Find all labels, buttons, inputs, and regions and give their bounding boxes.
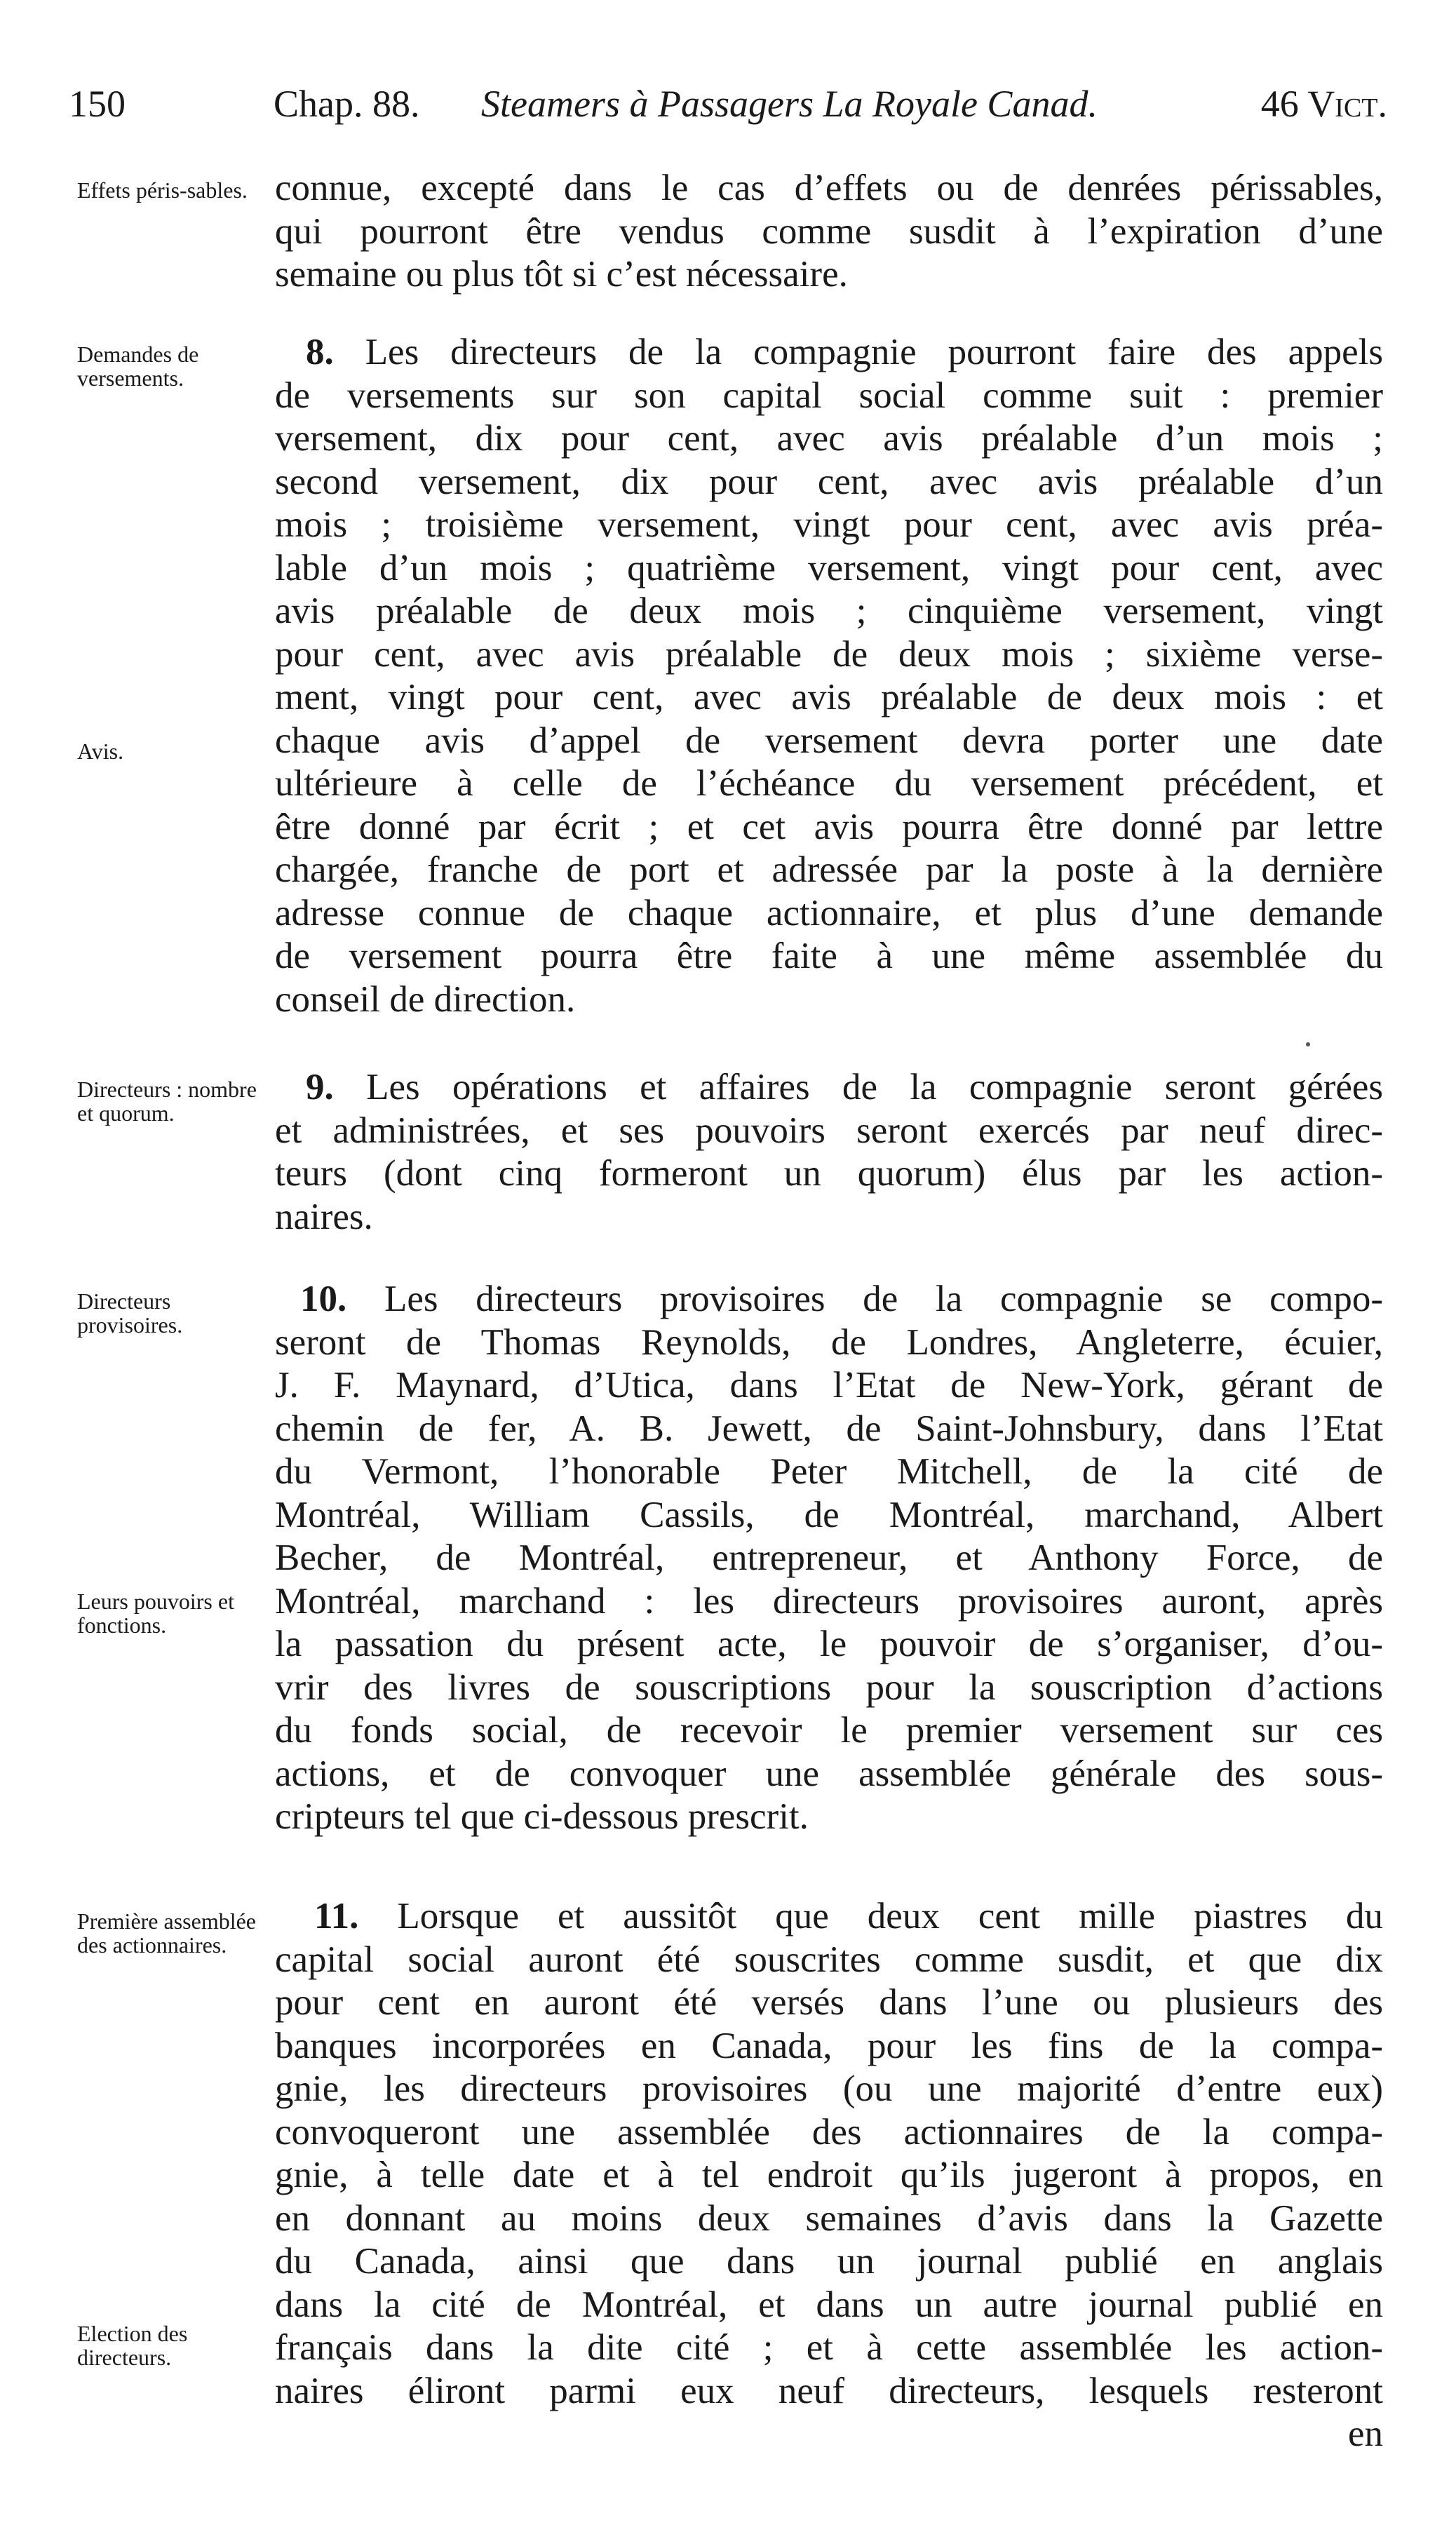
- page-number: 150: [69, 83, 126, 125]
- text-line: actions, et de convoquer une assemblée générale des sous-: [275, 1753, 1383, 1794]
- text-line: chaque avis d’appel de versement devra porter une date: [275, 720, 1383, 761]
- text-line: Les directeurs de la compagnie pourront faire des appels: [365, 332, 1383, 372]
- text-line: Montréal, William Cassils, de Montréal, marchand, Albert: [275, 1494, 1383, 1535]
- margin-note-pouvoirs: Leurs pouvoirs et fonctions.: [77, 1589, 234, 1638]
- running-header: [69, 76, 1387, 132]
- text-line: convoqueront une assemblée des actionnaires de la compa-: [275, 2111, 1383, 2153]
- text-line: français dans la dite cité ; et à cette assemblée les action-: [275, 2327, 1383, 2368]
- text-line: chemin de fer, A. B. Jewett, de Saint-Johnsbury, dans l’Etat: [275, 1408, 1383, 1449]
- section-continuation: [275, 167, 1383, 297]
- section-9: [275, 1066, 1383, 1239]
- section-number: 9.: [306, 1067, 334, 1107]
- text-line: de versements sur son capital social comme suit : premier: [275, 375, 1383, 416]
- text-line: second versement, dix pour cent, avec avis préalable d’un: [275, 461, 1383, 502]
- catchword: en: [1347, 2413, 1383, 2454]
- section-number: 11.: [314, 1896, 359, 1937]
- text-line: gnie, à telle date et à tel endroit qu’ils jugeront à propos, en: [275, 2155, 1383, 2195]
- text-line: cripteurs tel que ci-dessous prescrit.: [275, 1796, 809, 1837]
- margin-note-demandes: Demandes de versements.: [77, 342, 199, 391]
- margin-note-premiere-assemblee: Première assemblée des actionnaires.: [77, 1908, 256, 1958]
- chapter-label: Chap. 88.: [274, 83, 420, 125]
- text-line: et administrées, et ses pouvoirs seront exercés par neuf direc-: [275, 1110, 1383, 1151]
- text-line: Becher, de Montréal, entrepreneur, et Anthony Force, de: [275, 1537, 1383, 1578]
- text-line: teurs (dont cinq formeront un quorum) élus par les action-: [275, 1153, 1383, 1194]
- margin-note-election: Election des directeurs.: [77, 2321, 188, 2370]
- text-line: banques incorporées en Canada, pour les fins de la compa-: [275, 2025, 1383, 2066]
- margin-note-directeurs-nombre: Directeurs : nombre et quorum.: [77, 1077, 257, 1126]
- section-10: [275, 1278, 1383, 1839]
- text-line: conseil de direction.: [275, 978, 576, 1020]
- text-line: [275, 331, 1383, 375]
- text-line: ment, vingt pour cent, avec avis préalable de deux mois : et: [275, 677, 1383, 718]
- text-line: chargée, franche de port et adressée par la poste à la dernière: [275, 849, 1383, 890]
- text-line: semaine ou plus tôt si c’est nécessaire.: [275, 254, 848, 295]
- section-8: [275, 331, 1383, 1021]
- margin-note-effets: Effets péris-sables.: [77, 177, 248, 203]
- text-line: seront de Thomas Reynolds, de Londres, Angleterre, écuier,: [275, 1321, 1383, 1363]
- text-line: Montréal, marchand : les directeurs provisoires auront, après: [275, 1580, 1383, 1622]
- text-line: du Canada, ainsi que dans un journal publié en anglais: [275, 2241, 1383, 2282]
- section-11: [275, 1895, 1383, 2456]
- text-line: versement, dix pour cent, avec avis préalable d’un mois ;: [275, 418, 1383, 459]
- text-line: lable d’un mois ; quatrième versement, vingt pour cent, avec: [275, 547, 1383, 588]
- text-line: adresse connue de chaque actionnaire, et plus d’une demande: [275, 892, 1383, 934]
- section-number: 10.: [300, 1279, 347, 1319]
- text-line: [275, 1278, 1383, 1321]
- text-line: Les opérations et affaires de la compagnie seront gérées: [366, 1067, 1384, 1107]
- text-line: vrir des livres de souscriptions pour la souscription d’actions: [275, 1666, 1383, 1708]
- text-line: du Vermont, l’honorable Peter Mitchell, de la cité de: [275, 1451, 1383, 1492]
- text-line: la passation du présent acte, le pouvoir de s’organiser, d’ou-: [275, 1624, 1383, 1664]
- section-number: 8.: [306, 332, 334, 372]
- text-line: ultérieure à celle de l’échéance du versement précédent, et: [275, 763, 1383, 804]
- act-title: Steamers à Passagers La Royale Canad.: [481, 83, 1098, 125]
- text-line: Les directeurs provisoires de la compagnie se compo-: [384, 1279, 1384, 1319]
- text-line: être donné par écrit ; et cet avis pourra être donné par lettre: [275, 806, 1383, 847]
- text-line: de versement pourra être faite à une même assemblée du: [275, 936, 1383, 976]
- text-line: [275, 1066, 1383, 1110]
- text-line: qui pourront être vendus comme susdit à l’expiration d’une: [275, 210, 1383, 252]
- text-line: en donnant au moins deux semaines d’avis dans la Gazette: [275, 2197, 1383, 2239]
- margin-note-avis: Avis.: [77, 739, 124, 764]
- text-line: [275, 1895, 1383, 1939]
- text-line: J. F. Maynard, d’Utica, dans l’Etat de New-York, gérant de: [275, 1365, 1383, 1406]
- text-line: avis préalable de deux mois ; cinquième versement, vingt: [275, 591, 1383, 631]
- stray-mark: [1306, 1042, 1310, 1046]
- text-line: naires éliront parmi eux neuf directeurs, lesquels resteront: [275, 2370, 1383, 2411]
- margin-note-directeurs-provisoires: Directeurs provisoires.: [77, 1288, 183, 1338]
- text-line: mois ; troisième versement, vingt pour cent, avec avis préa-: [275, 504, 1383, 545]
- text-line: naires.: [275, 1196, 373, 1237]
- text-line: Lorsque et aussitôt que deux cent mille piastres du: [397, 1896, 1383, 1937]
- text-line: du fonds social, de recevoir le premier versement sur ces: [275, 1710, 1383, 1751]
- text-line: dans la cité de Montréal, et dans un autre journal publié en: [275, 2284, 1383, 2325]
- text-line: capital social auront été souscrites comme susdit, et que dix: [275, 1939, 1383, 1980]
- text-line: gnie, les directeurs provisoires (ou une majorité d’entre eux): [275, 2068, 1383, 2109]
- text-line: pour cent, avec avis préalable de deux mois ; sixième verse-: [275, 633, 1383, 675]
- text-line: pour cent en auront été versés dans l’une ou plusieurs des: [275, 1982, 1383, 2023]
- text-line: connue, excepté dans le cas d’effets ou de denrées périssables,: [275, 168, 1383, 208]
- regnal-year: 46 Vict.: [1260, 83, 1387, 125]
